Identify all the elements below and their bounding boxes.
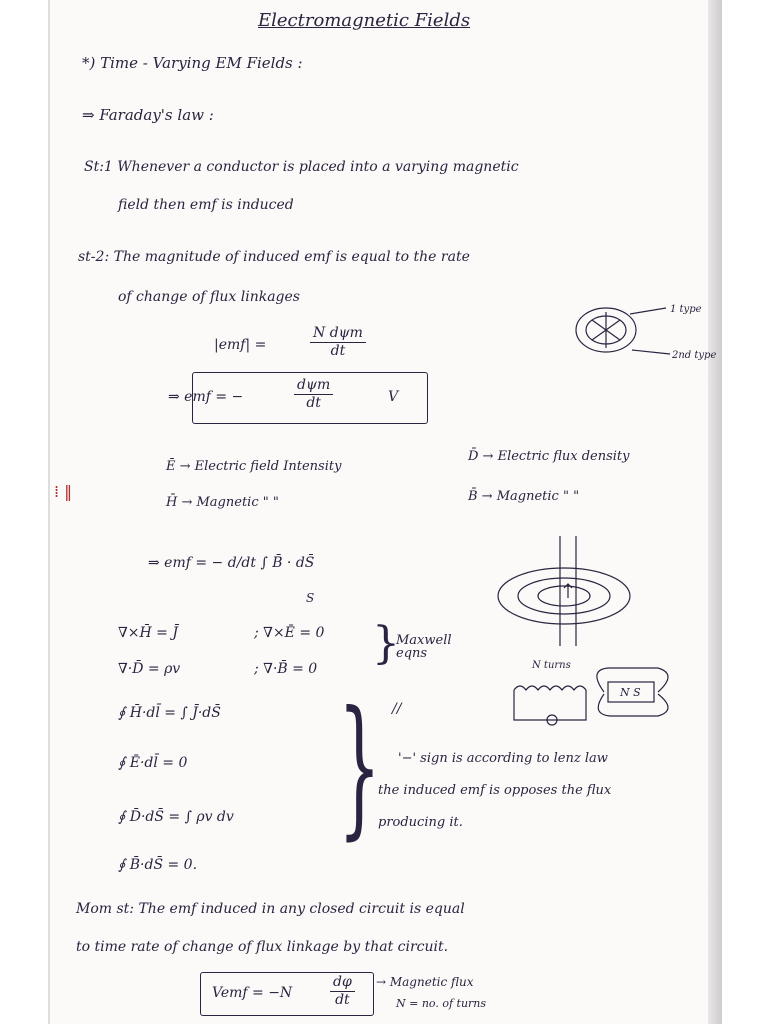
integral-gauss-d: ∮ D̄·dS̄ = ∫ ρv dv [118,809,234,825]
coil [514,686,586,690]
maxwell-brace: } [372,618,400,669]
D-definition: D̄ → Electric flux density [468,449,630,464]
denominator: dt [330,343,346,360]
numerator: dφ [330,975,355,992]
emf-magnitude-fraction [310,326,366,360]
emf-integral: ⇒ emf = − d/dt ∫ B̄ · dS̄ [148,555,315,571]
field-ring-2 [518,578,610,614]
div-d: ∇·D̄ = ρv [118,661,181,677]
vemf-fraction [330,975,355,1009]
denominator: dt [335,992,350,1009]
emf-integral-surface: S [306,591,315,605]
conductor-field-sketch [492,536,642,656]
curl-h: ∇×H̄ = J̄ [118,625,178,641]
statement1-line1: St:1 Whenever a conductor is placed into a varying magnetic [84,159,519,175]
emf-box-fraction [294,378,333,412]
integral-faraday: ∮ Ē·dl̄ = 0 [118,755,188,771]
emf-box-lhs: ⇒ emf = − [168,389,244,405]
turns-label: N = no. of turns [396,997,487,1010]
lenz-line1: '−' sign is according to lenz law [398,751,608,766]
E-definition: Ē → Electric field Intensity [166,459,342,474]
mom-statement-line2: to time rate of change of flux linkage by that circuit. [76,939,449,955]
emf-magnitude-lhs: |emf| = [214,337,267,353]
denominator: dt [306,395,321,412]
faraday-heading: ⇒ Faraday's law : [82,106,214,124]
margin-marks: ⁞ ‖ [54,482,73,501]
vemf-lhs: Vemf = −N [212,985,293,1001]
curl-e: ; ∇×Ē = 0 [254,625,325,641]
type2-label: 2nd type [672,350,717,361]
integral-gauss-b: ∮ B̄·dS̄ = 0. [118,857,198,873]
type1-pointer [630,308,666,314]
parallel-mark: // [392,701,402,717]
statement2-line2: of change of flux linkages [118,289,300,305]
H-definition: H̄ → Magnetic " " [166,495,279,510]
coil-magnet-sketch [508,660,708,730]
div-b: ; ∇·B̄ = 0 [254,661,318,677]
section-heading: *) Time - Varying EM Fields : [82,54,303,72]
type2-pointer [632,350,670,354]
current-arrow [564,584,572,598]
magnet-label: N S [620,686,641,699]
page-edge [708,0,722,1024]
lenz-line2: the induced emf is opposes the flux [378,783,612,798]
coil-field-sketch [570,298,717,368]
mom-statement-line1: Mom st: The emf induced in any closed circuit is equal [76,901,465,917]
flux-label: → Magnetic flux [376,975,474,989]
numerator: N dψm [310,326,366,343]
statement1-line2: field then emf is induced [118,197,294,213]
statement2-line1: st-2: The magnitude of induced emf is equal to the rate [78,249,470,265]
field-ring-1 [538,586,590,606]
integral-ampere: ∮ H̄·dl̄ = ∫ J̄·dS̄ [118,705,221,721]
maxwell-label: Maxwell eqns [396,633,452,661]
numerator: dψm [294,378,333,395]
B-definition: B̄ → Magnetic " " [468,489,580,504]
page-title: Electromagnetic Fields [258,10,471,31]
lenz-line3: producing it. [378,815,463,830]
nturns-label: N turns [532,660,571,671]
integral-brace: } [338,680,381,854]
emf-box-unit: V [388,389,399,405]
type1-label: 1 type [670,304,702,315]
